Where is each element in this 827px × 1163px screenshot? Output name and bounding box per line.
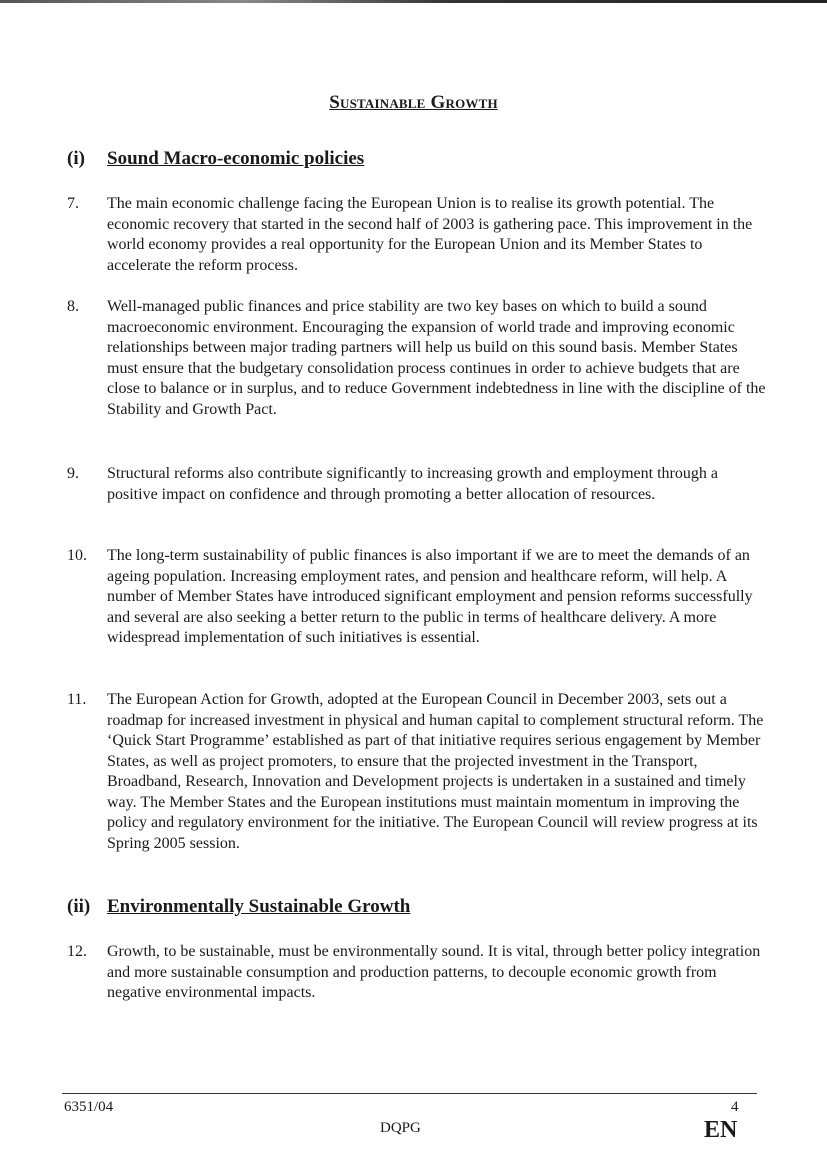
paragraph-10 bbox=[67, 546, 767, 649]
paragraph-number: 9. bbox=[67, 465, 79, 482]
footer-divider bbox=[62, 1093, 757, 1094]
paragraph-number: 7. bbox=[67, 195, 79, 212]
paragraph-text: Growth, to be sustainable, must be environmentally sound. It is vital, through better policy integration and more sustainable consumption and production patterns, to decouple economic growth from negative environmental impacts. bbox=[107, 943, 761, 1001]
paragraph-7 bbox=[67, 194, 767, 276]
paragraph-9 bbox=[67, 464, 767, 505]
language-code: EN bbox=[704, 1117, 738, 1143]
paragraph-text: Structural reforms also contribute significantly to increasing growth and employment through a positive impact on confidence and through promoting a better allocation of resources. bbox=[107, 465, 718, 503]
paragraph-number: 10. bbox=[67, 547, 87, 564]
paragraph-8 bbox=[67, 297, 767, 420]
document-title: Sustainable Growth bbox=[329, 92, 498, 113]
paragraph-text: The European Action for Growth, adopted at the European Council in December 2003, sets out a roadmap for increased investment in physical and human capital to complement structural reform. The ‘Quick Start Programme’ established as part of that initiative requires serious engagement by Member States, as well as project promoters, to ensure that the projected investment in the Transport, Broadband, Research, Innovation and Development projects is undertaken in a sustained and timely way. The Member States and the European institutions must maintain momentum in improving the policy and regulatory environment for the initiative. The European Council will review progress at its Spring 2005 session. bbox=[107, 691, 764, 852]
footer-unit: DQPG bbox=[380, 1120, 421, 1136]
scan-edge bbox=[0, 0, 827, 3]
paragraph-11 bbox=[67, 690, 767, 854]
page-number: 4 bbox=[731, 1099, 739, 1115]
section-heading-i bbox=[67, 148, 364, 170]
section-number: (ii) bbox=[67, 896, 91, 917]
paragraph-text: The main economic challenge facing the European Union is to realise its growth potential. The economic recovery that started in the second half of 2003 is gathering pace. This improvement in the world economy provides a real opportunity for the European Union and its Member States to accelerate the reform process. bbox=[107, 195, 753, 274]
paragraph-text: The long-term sustainability of public finances is also important if we are to meet the demands of an ageing population. Increasing employment rates, and pension and healthcare reform, will help. A number of Member States have introduced significant employment and pension reforms successfully and several are also seeking a better return to the public in terms of healthcare delivery. A more widespread implementation of such initiatives is essential. bbox=[107, 547, 753, 646]
section-title: Environmentally Sustainable Growth bbox=[107, 896, 411, 917]
paragraph-number: 8. bbox=[67, 298, 79, 315]
section-heading-ii bbox=[67, 896, 410, 918]
section-title: Sound Macro-economic policies bbox=[107, 148, 365, 169]
section-number: (i) bbox=[67, 148, 85, 169]
paragraph-text: Well-managed public finances and price stability are two key bases on which to build a sound macroeconomic environment. Encouraging the expansion of world trade and improving economic relationships between major trading partners will help us build on this sound basis. Member States must ensure that the budgetary consolidation process continues in order to achieve budgets that are close to balance or in surplus, and to reduce Government indebtedness in line with the discipline of the Stability and Growth Pact. bbox=[107, 298, 766, 418]
document-reference: 6351/04 bbox=[64, 1099, 114, 1115]
paragraph-12 bbox=[67, 942, 767, 1004]
paragraph-number: 11. bbox=[67, 691, 87, 708]
paragraph-number: 12. bbox=[67, 943, 87, 960]
